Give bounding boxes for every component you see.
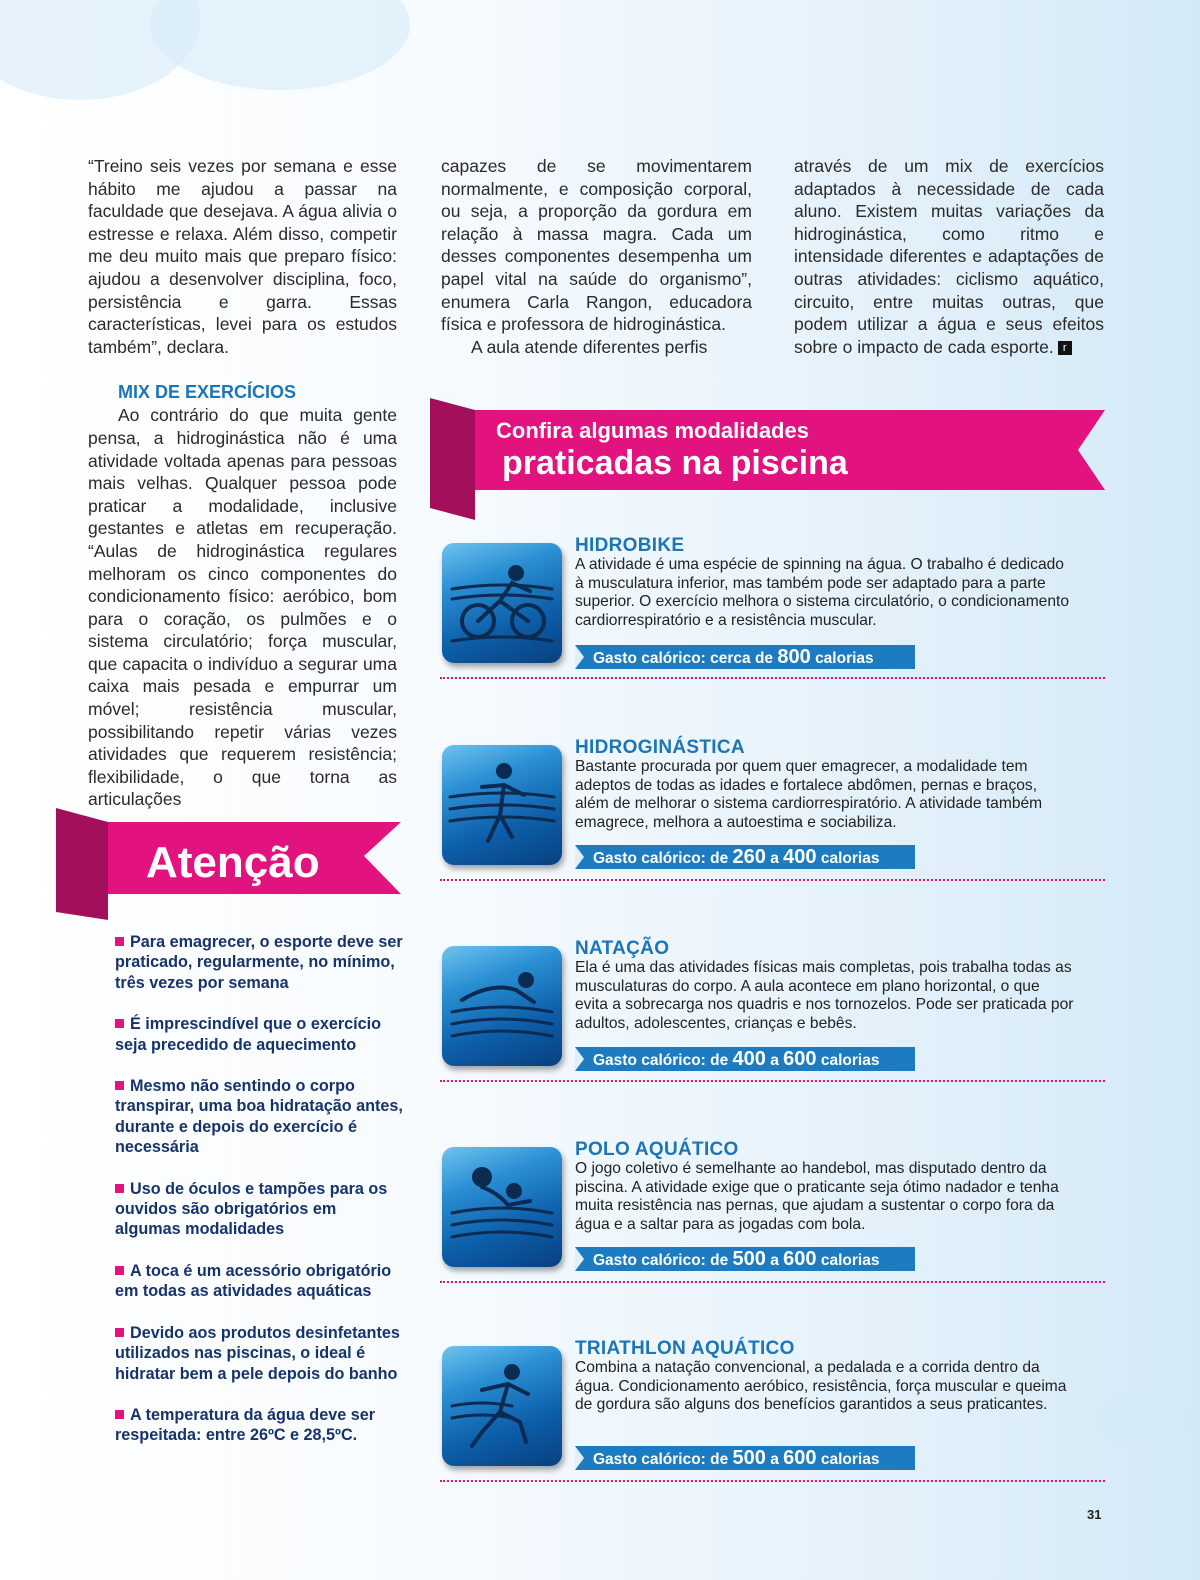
calorie-badge: Gasto calórico: de 400 a 600 calorias xyxy=(575,1047,915,1071)
divider xyxy=(440,1480,1105,1482)
list-item: A temperatura da água deve ser respeitada: entre 26ºC e 28,5ºC. xyxy=(115,1405,376,1445)
article-column-2 xyxy=(441,155,752,358)
body-paragraph: A aula atende diferentes perfis xyxy=(471,336,708,357)
bullet-icon xyxy=(115,1019,124,1028)
modality-title: POLO AQUÁTICO xyxy=(575,1139,739,1160)
divider xyxy=(440,1281,1105,1283)
triathlon-icon xyxy=(442,1346,562,1466)
water-polo-icon xyxy=(442,1147,562,1267)
list-item: Devido aos produtos desinfetantes utilizados nas piscinas, o ideal é hidratar bem a pele depois do banho xyxy=(115,1323,400,1383)
body-paragraph: Ao contrário do que muita gente pensa, a hidroginástica não é uma atividade voltada apenas para pessoas mais velhas. Qualquer pessoa pode praticar a modalidade, inclusive gestantes e atletas em recuperação. “Aulas de hidroginástica regulares melhoram os cinco componentes do condicionamento físico: aeróbico, bom para o coração, os pulmões e o sistema circulatório; força muscular, que capacita o indivíduo a segurar uma caixa mais pesada e empurrar um móvel; resistência muscular, possibilitando repetir várias vezes atividades que requerem resistência; flexibilidade, o que torna as articulações xyxy=(88,405,397,810)
cyclist-icon xyxy=(442,543,562,663)
end-mark-logo: r xyxy=(1058,341,1072,355)
body-text: através de um mix de exercícios adaptados à necessidade de cada aluno. Existem muitas variações da hidroginástica, como ritmo e intensidade diferentes e adaptações de outras atividades: ciclismo aquático, circuito, entre muitas outras, que podem utilizar a água e seus efeitos sobre o impacto de cada esporte. xyxy=(794,156,1104,357)
bullet-icon xyxy=(115,1266,124,1275)
attention-title: Atenção xyxy=(146,838,320,887)
modality-description: Ela é uma das atividades físicas mais completas, pois trabalha todas as musculaturas do corpo. A aula acontece em plano horizontal, o que evita a sobrecarga nos quadris e nos tornozelos. Pode ser praticada por adultos, adolescentes, crianças e bebês. xyxy=(575,959,1074,1032)
attention-banner xyxy=(56,808,401,923)
modality-title: NATAÇÃO xyxy=(575,938,670,959)
bullet-icon xyxy=(115,1410,124,1419)
modality-hidroginastica xyxy=(440,739,1105,939)
calorie-badge: Gasto calórico: de 260 a 400 calorias xyxy=(575,845,915,869)
bullet-icon xyxy=(115,1081,124,1090)
list-item: Para emagrecer, o esporte deve ser praticado, regularmente, no mínimo, três vezes por semana xyxy=(115,933,403,992)
section-subhead: MIX DE EXERCÍCIOS xyxy=(118,382,297,403)
bullet-icon xyxy=(115,937,124,946)
swimmer-icon xyxy=(442,946,562,1066)
attention-tips-list xyxy=(115,932,405,1467)
calorie-badge: Gasto calórico: de 500 a 600 calorias xyxy=(575,1446,915,1470)
body-paragraph: capazes de se movimentarem normalmente, e composição corporal, ou seja, a proporção da gordura em relação à massa magra. Cada um desses componentes desempenha um papel vital na saúde do organismo”, enumera Carla Rangon, educadora física e professora de hidroginástica. xyxy=(441,156,752,335)
modality-description: Bastante procurada por quem quer emagrecer, a modalidade tem adeptos de todas as idades e fortalece abdômen, pernas e braços, além de melhorar o sistema cardiorrespiratório. A atividade também emagrece, melhora a autoestima e sociabiliza. xyxy=(575,758,1043,831)
modality-description: O jogo coletivo é semelhante ao handebol, mas disputado dentro da piscina. A atividade exige que o praticante seja ótimo nadador e tenha muita resistência nas pernas, que ajudam a sustentar o corpo fora da água e a saltar para as jogadas com bola. xyxy=(575,1160,1059,1233)
modality-title: TRIATHLON AQUÁTICO xyxy=(575,1338,795,1359)
calorie-badge: Gasto calórico: de 500 a 600 calorias xyxy=(575,1247,915,1271)
list-item: A toca é um acessório obrigatório em todas as atividades aquáticas xyxy=(115,1261,392,1301)
page-number: 31 xyxy=(1087,1507,1102,1522)
decorative-splash xyxy=(1100,1390,1190,1450)
bullet-icon xyxy=(115,1184,124,1193)
calorie-badge: Gasto calórico: cerca de 800 calorias xyxy=(575,645,915,669)
modalities-banner xyxy=(430,398,1110,523)
article-column-3 xyxy=(794,155,1104,358)
modality-title: HIDROBIKE xyxy=(575,535,685,556)
modality-description: Combina a natação convencional, a pedalada e a corrida dentro da água. Condicionamento aeróbico, resistência, força muscular e queima de gordura são alguns dos benefícios garantidos a seus praticantes. xyxy=(575,1359,1067,1414)
list-item: Mesmo não sentindo o corpo transpirar, uma boa hidratação antes, durante e depois do exercício é necessária xyxy=(115,1077,403,1157)
article-column-1 xyxy=(88,155,397,811)
body-paragraph xyxy=(794,155,1104,358)
modality-description: A atividade é uma espécie de spinning na água. O trabalho é dedicado à musculatura inferior, mas também pode ser adaptado para a parte superior. O exercício melhora o sistema circulatório, o condicionamento cardiorrespiratório e a resistência muscular. xyxy=(575,556,1070,629)
quote-paragraph: “Treino seis vezes por semana e esse hábito me ajudou a passar na faculdade que desejava. A água alivia o estresse e relaxa. Além disso, competir me deu muito mais que preparo físico: ajudou a desenvolver disciplina, foco, persistência e garra. Essas características, levei para os estudos também”, declara. xyxy=(88,156,397,357)
divider xyxy=(440,1080,1105,1082)
modality-triathlon-aquatico xyxy=(440,1340,1105,1540)
modality-polo-aquatico xyxy=(440,1141,1105,1341)
aerobics-icon xyxy=(442,745,562,865)
list-item: Uso de óculos e tampões para os ouvidos são obrigatórios em algumas modalidades xyxy=(115,1179,388,1239)
decorative-splash xyxy=(150,0,410,90)
modality-title: HIDROGINÁSTICA xyxy=(575,737,745,758)
modality-natacao xyxy=(440,940,1105,1140)
modality-hidrobike xyxy=(440,537,1105,737)
divider xyxy=(440,677,1105,679)
banner-line-2: praticadas na piscina xyxy=(502,444,848,482)
banner-line-1: Confira algumas modalidades xyxy=(496,418,809,443)
list-item: É imprescindível que o exercício seja precedido de aquecimento xyxy=(115,1015,382,1054)
bullet-icon xyxy=(115,1328,124,1337)
divider xyxy=(440,879,1105,881)
